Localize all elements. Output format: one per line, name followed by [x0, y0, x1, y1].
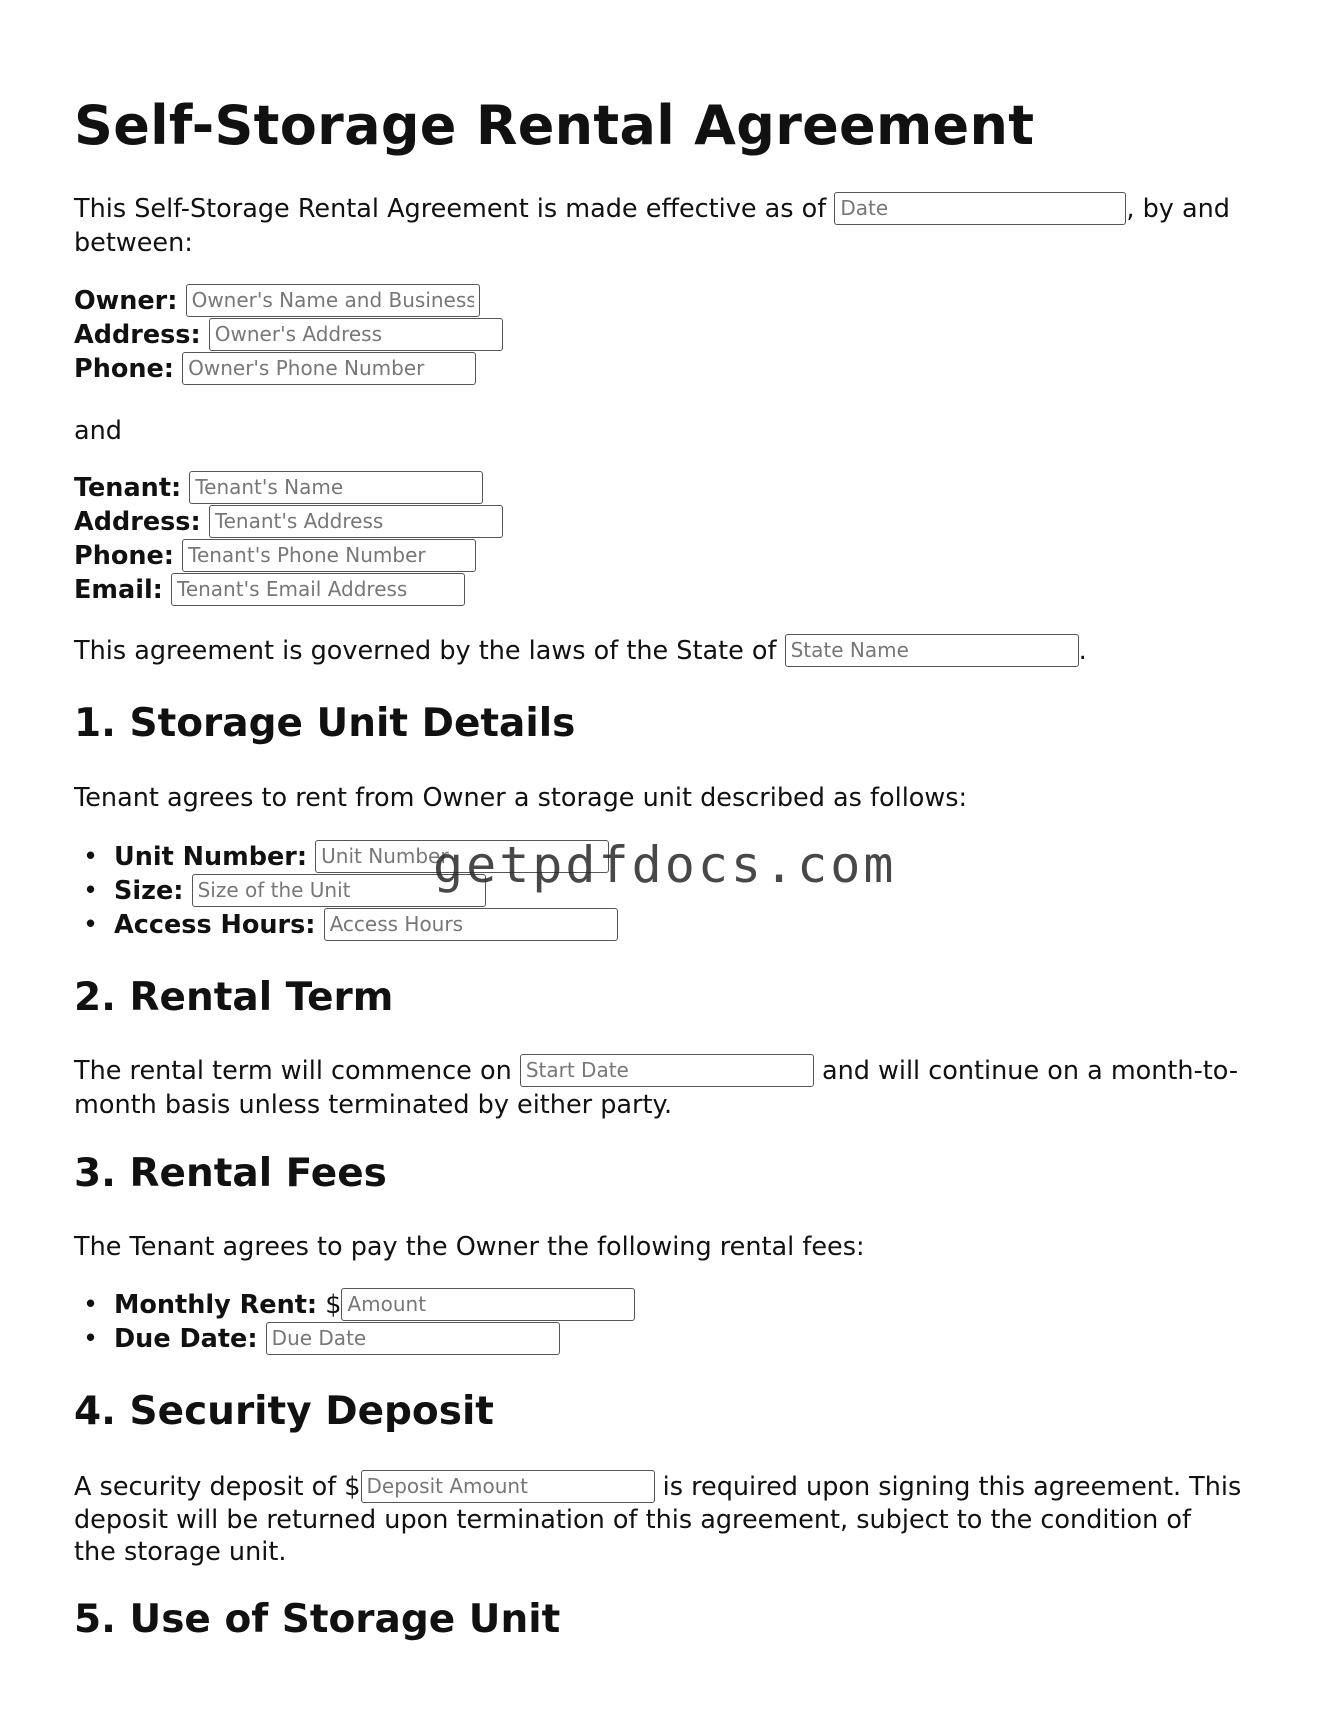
intro-text: This Self-Storage Rental Agreement is made effective as of	[74, 194, 827, 224]
unit-number-label: Unit Number:	[114, 842, 308, 872]
tenant-name-row	[74, 471, 483, 505]
monthly-rent-field[interactable]	[341, 1288, 635, 1321]
deposit-line-3: the storage unit.	[74, 1537, 287, 1567]
bullet-icon: •	[83, 910, 99, 940]
owner-phone-label: Phone:	[74, 354, 175, 384]
effective-date-field[interactable]	[834, 192, 1126, 225]
tenant-phone-row	[74, 539, 476, 573]
owner-name-label: Owner:	[74, 286, 178, 316]
bullet-icon: •	[83, 1324, 99, 1354]
list-item-monthly-rent	[83, 1288, 635, 1322]
owner-address-label: Address:	[74, 320, 201, 350]
section-3-text: The Tenant agrees to pay the Owner the following rental fees:	[74, 1232, 865, 1262]
intro-suffix: , by and	[1126, 194, 1230, 224]
start-date-field[interactable]	[520, 1054, 814, 1087]
rental-term-text: The rental term will commence on	[74, 1056, 512, 1086]
rental-term-suffix: and will continue on a month-to-	[821, 1056, 1239, 1086]
governing-text: This agreement is governed by the laws of the State of	[74, 636, 777, 666]
tenant-email-field[interactable]	[171, 573, 465, 606]
section-5-heading: 5. Use of Storage Unit	[74, 1597, 561, 1642]
deposit-line-1	[74, 1470, 1241, 1504]
owner-address-field[interactable]	[209, 318, 503, 351]
bullet-icon: •	[83, 842, 99, 872]
list-item-due-date	[83, 1322, 560, 1356]
due-date-label: Due Date:	[114, 1324, 258, 1354]
tenant-address-field[interactable]	[209, 505, 503, 538]
list-item-access-hours	[83, 908, 618, 942]
size-label: Size:	[114, 876, 184, 906]
bullet-icon: •	[83, 876, 99, 906]
section-4-heading: 4. Security Deposit	[74, 1389, 494, 1434]
owner-name-field[interactable]	[186, 284, 480, 317]
deposit-suffix: is required upon signing this agreement. This	[662, 1472, 1242, 1502]
deposit-amount-field[interactable]	[361, 1470, 655, 1503]
governing-law-line	[74, 634, 1087, 668]
rental-term-line-2: month basis unless terminated by either party.	[74, 1090, 673, 1120]
access-hours-field[interactable]	[324, 908, 618, 941]
section-2-heading: 2. Rental Term	[74, 975, 394, 1020]
bullet-icon: •	[83, 1290, 99, 1320]
intro-line-2: between:	[74, 228, 193, 258]
list-item-unit-number	[83, 840, 609, 874]
and-text: and	[74, 416, 122, 446]
watermark: getpdfdocs.com	[433, 836, 897, 894]
tenant-address-label: Address:	[74, 507, 201, 537]
tenant-name-label: Tenant:	[74, 473, 182, 503]
owner-name-row	[74, 284, 480, 318]
tenant-address-row	[74, 505, 503, 539]
intro-line-1	[74, 192, 1230, 226]
deposit-text: A security deposit of $	[74, 1472, 361, 1502]
tenant-email-row	[74, 573, 465, 607]
rental-term-line-1	[74, 1054, 1238, 1088]
currency-symbol: $	[325, 1290, 342, 1320]
governing-suffix: .	[1078, 636, 1087, 666]
owner-address-row	[74, 318, 503, 352]
unit-number-field[interactable]	[315, 840, 609, 873]
tenant-phone-field[interactable]	[182, 539, 476, 572]
list-item-size	[83, 874, 486, 908]
tenant-phone-label: Phone:	[74, 541, 175, 571]
owner-phone-field[interactable]	[182, 352, 476, 385]
tenant-email-label: Email:	[74, 575, 163, 605]
unit-size-field[interactable]	[192, 874, 486, 907]
document-title: Self-Storage Rental Agreement	[74, 94, 1035, 157]
tenant-name-field[interactable]	[189, 471, 483, 504]
owner-phone-row	[74, 352, 476, 386]
section-1-heading: 1. Storage Unit Details	[74, 701, 576, 746]
due-date-field[interactable]	[266, 1322, 560, 1355]
monthly-rent-label: Monthly Rent:	[114, 1290, 318, 1320]
section-3-heading: 3. Rental Fees	[74, 1151, 387, 1196]
deposit-line-2: deposit will be returned upon termination of this agreement, subject to the condition of	[74, 1505, 1191, 1535]
access-hours-label: Access Hours:	[114, 910, 316, 940]
state-name-field[interactable]	[785, 634, 1079, 667]
section-1-text: Tenant agrees to rent from Owner a storage unit described as follows:	[74, 783, 968, 813]
